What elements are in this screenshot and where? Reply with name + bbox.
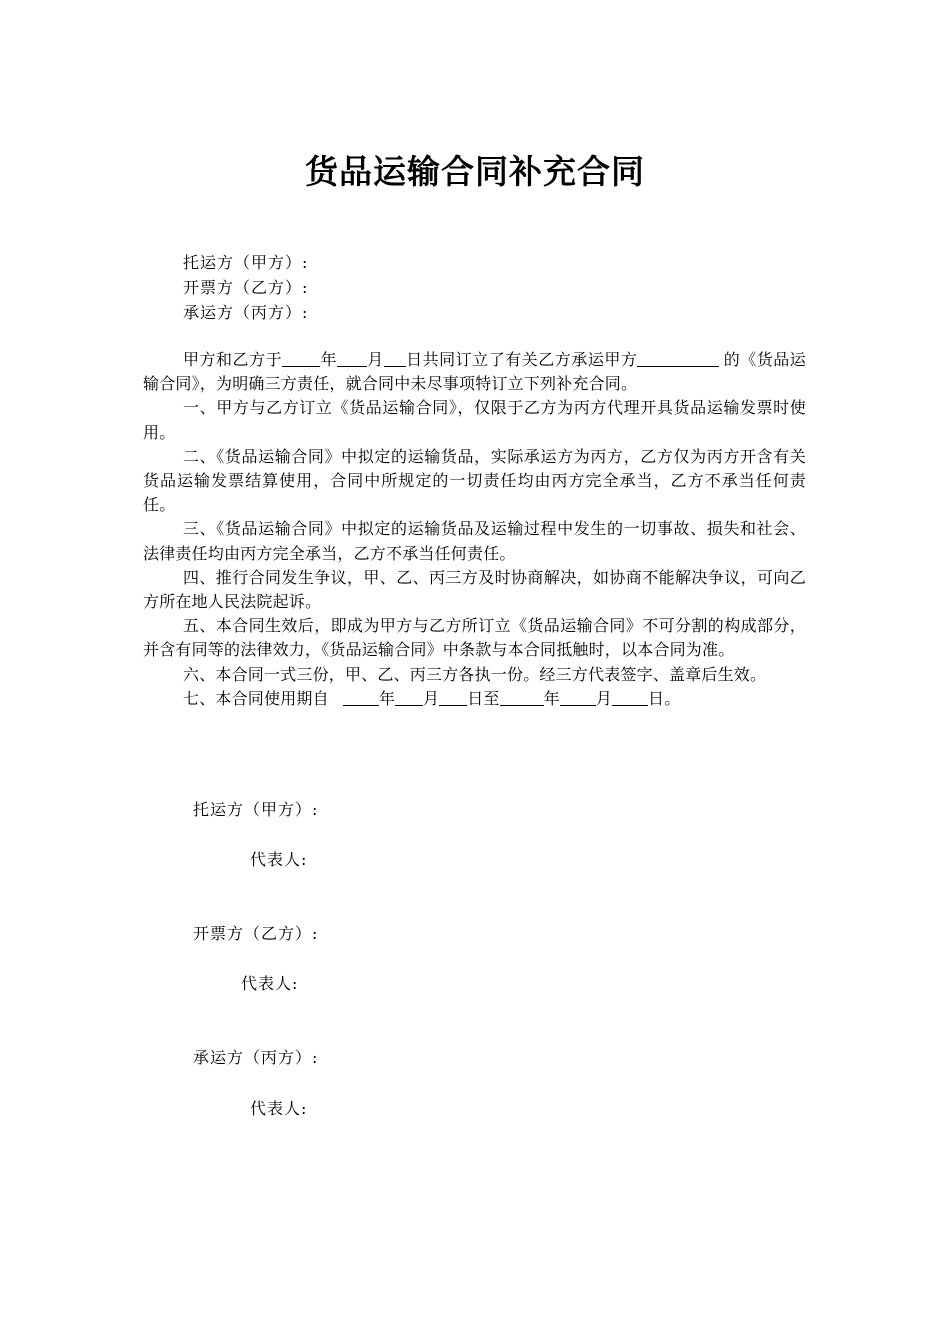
- party-list: [183, 250, 308, 325]
- clause-4: 四、推行合同发生争议，甲、乙、丙三方及时协商解决，如协商不能解决争议，可向乙方所在地人民法院起诉。: [143, 567, 806, 612]
- clause-7: [143, 687, 806, 711]
- signature-carrier-label: 承运方（丙方）:: [193, 1048, 319, 1067]
- clause-7-text: 年: [378, 688, 396, 708]
- clause-1: 一、甲方与乙方订立《货品运输合同》，仅限于乙方为丙方代理开具货品运输发票时使用。: [143, 398, 806, 442]
- signature-invoicer-rep: 代表人:: [241, 974, 299, 993]
- signature-invoicer-label: 开票方（乙方）:: [193, 924, 319, 943]
- clause-2: 二、《货品运输合同》中拟定的运输货品，实际承运方为丙方，乙方仅为丙方开含有关货品运输发票结算使用，合同中所规定的一切责任均由丙方完全承当，乙方不承当任何责任。: [143, 446, 806, 515]
- contract-body: [143, 348, 806, 711]
- year-blank: [282, 350, 320, 367]
- start-year-blank: [343, 689, 379, 706]
- clause-5: 五、本合同生效后，即成为甲方与乙方所订立《货品运输合同》不可分割的构成部分，并含有同等的法律效力，《货品运输合同》中条款与本合同抵触时，以本合同为准。: [143, 616, 806, 660]
- clause-3: 三、《货品运输合同》中拟定的运输货品及运输过程中发生的一切事故、损失和社会、法律责任均由丙方完全承当，乙方不承当任何责任。: [143, 519, 806, 563]
- goods-blank: [637, 350, 719, 367]
- document-title: 货品运输合同补充合同: [305, 152, 645, 191]
- start-month-blank: [395, 689, 423, 706]
- party-invoicer: 开票方（乙方）:: [183, 278, 309, 297]
- clause-7-text: 日至: [467, 688, 500, 708]
- end-year-blank: [500, 689, 544, 706]
- signature-carrier-rep: 代表人:: [250, 1099, 308, 1118]
- intro-text: 日共同订立了有关乙方承运甲方: [405, 350, 638, 369]
- intro-text: 年: [320, 350, 337, 369]
- clause-7-text: 年: [543, 688, 560, 708]
- signature-shipper-label: 托运方（甲方）:: [193, 800, 319, 819]
- clause-7-text: 七、本合同使用期自: [183, 688, 329, 708]
- party-carrier: 承运方（丙方）:: [183, 303, 309, 322]
- party-shipper: 托运方（甲方）:: [183, 253, 309, 272]
- intro-text: 的《货品运输合同》，为明确三方责任，就合同中未尽事项特订立下列补充合同。: [143, 350, 807, 394]
- clause-7-text: 日。: [648, 688, 681, 708]
- clause-6: 六、本合同一式三份，甲、乙、丙三方各执一份。经三方代表签字、盖章后生效。: [183, 664, 767, 684]
- signature-shipper-rep: 代表人:: [250, 850, 308, 869]
- month-blank: [337, 350, 367, 367]
- day-blank: [384, 350, 406, 367]
- intro-text: 甲方和乙方于: [183, 350, 283, 369]
- end-month-blank: [560, 689, 596, 706]
- end-day-blank: [612, 689, 648, 706]
- clause-7-text: 月: [423, 688, 440, 708]
- start-day-blank: [439, 689, 467, 706]
- intro-text: 月: [366, 350, 384, 369]
- clause-7-text: 月: [595, 688, 613, 708]
- intro-paragraph: [143, 348, 806, 396]
